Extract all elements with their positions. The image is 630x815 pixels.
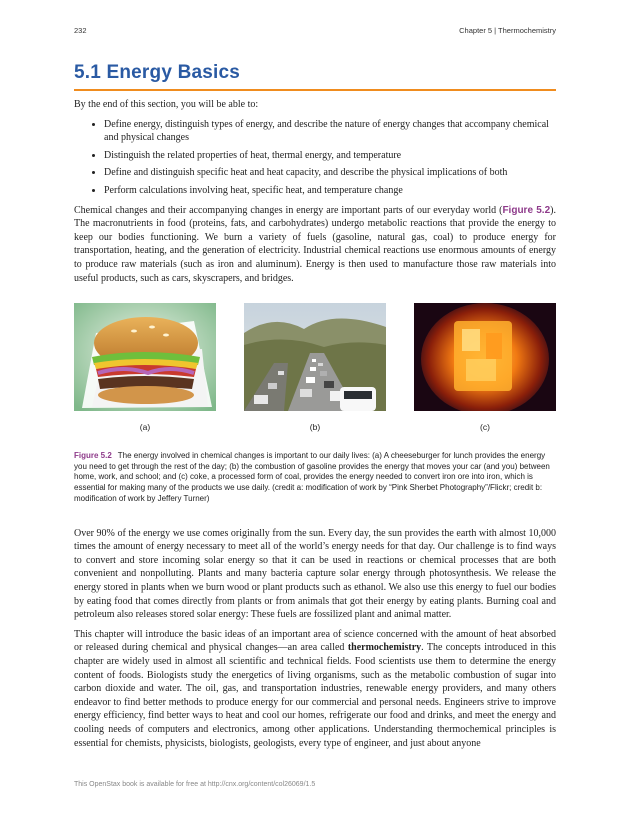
objective-item: • Distinguish the related properties of heat, thermal energy, and temperature xyxy=(104,149,556,163)
page-content xyxy=(74,98,556,756)
section-title: 5.1 Energy Basics xyxy=(74,62,241,83)
figure-label-c: (c) xyxy=(480,422,490,433)
objective-item: • Perform calculations involving heat, specific heat, and temperature change xyxy=(104,184,556,198)
page-number: 232 xyxy=(74,26,87,35)
figure-caption xyxy=(74,451,556,505)
paragraph-solar-energy: Over 90% of the energy we use comes originally from the sun. Every day, the sun provides the earth with almost 10,000 times the amount of energy necessary to meet all of the world’s energy needs for that day. Our challenge is to find ways to convert and store incoming solar energy so that it can be used in reactions or chemical processes that are both convenient and nonpolluting. Plants and many bacteria capture solar energy through photosynthesis. We release the energy stored in plants when we burn wood or plant products such as ethanol. We also use this energy to fuel our bodies by eating food that comes directly from plants or from animals that got their energy by eating plants. Burning coal and petroleum also releases stored solar energy: These fuels are fossilized plant and animal matter. xyxy=(74,527,556,621)
learning-objectives xyxy=(74,118,556,198)
objective-item: • Define energy, distinguish types of energy, and describe the nature of energy changes that accompany chemical and physical changes xyxy=(104,118,556,145)
para1-text-a: Chemical changes and their accompanying changes in energy are important parts of our everyday world ( xyxy=(74,204,503,216)
chapter-header: Chapter 5 | Thermochemistry xyxy=(459,26,556,35)
figure-panel-a xyxy=(74,303,216,435)
term-thermochemistry: thermochemistry xyxy=(347,642,422,654)
paragraph-thermochemistry xyxy=(74,628,556,750)
objective-item: • Define and distinguish specific heat and heat capacity, and describe the physical implications of both xyxy=(104,166,556,180)
burning-coke-image xyxy=(414,303,556,411)
figure-panel-c xyxy=(414,303,556,435)
title-rule xyxy=(74,89,556,91)
figure-link[interactable]: Figure 5.2 xyxy=(502,204,551,216)
figure-label-b: (b) xyxy=(309,422,321,433)
paragraph-intro xyxy=(74,204,556,286)
caption-text: The energy involved in chemical changes is important to our daily lives: (a) A cheeseburger for lunch provides the energy you need to get through the rest of the day; (b) the combustion of gasoline provides the energy that moves your car (and you) between home, work, and school; and (c) coke, a processed form of coal, provides the energy needed to convert iron ore into iron, which is essential for making many of the products we use daily. (credit a: modification of work by “Pink Sherbet Photography”/Flickr; credit b: modification of work by Jeffery Turner) xyxy=(74,450,550,503)
para3-text-a: This chapter will introduce the basic ideas of an important area of science concerned with the amount of heat absorbed or released during chemical and physical changes—an area called xyxy=(74,628,556,654)
cheeseburger-image xyxy=(74,303,216,411)
figure-panel-b xyxy=(244,303,386,435)
para3-text-b: . The concepts introduced in this chapter are widely used in almost all scientific and technical fields. Food scientists use them to determine the energy content of foods. Biologists study the energetics of living organisms, such as the metabolic combustion of sugar into carbon dioxide and water. The oil, gas, and transportation industries, renewable energy providers, and many others endeavor to find better methods to produce energy for our commercial and personal needs. Engineers strive to improve energy efficiency, find better ways to heat and cool our homes, refrigerate our food and drinks, and meet the energy and cooling needs of computers and electronics, among other applications. Understanding thermochemical principles is essential for chemists, physicists, biologists, geologists, every type of engineer, and just about anyone xyxy=(74,642,556,749)
para1-text-b: ). The macronutrients in food (proteins, fats, and carbohydrates) undergo metabolic reactions that provide the energy to keep our bodies functioning. We burn a variety of fuels (gasoline, natural gas, coal) to produce energy for transportation, heating, and the generation of electricity. Industrial chemical reactions use enormous amounts of energy to produce raw materials (such as iron and aluminum). Energy is then used to manufacture those raw materials into useful products, such as cars, skyscrapers, and bridges. xyxy=(74,204,556,284)
page-footer: This OpenStax book is available for free at http://cnx.org/content/col26069/1.5 xyxy=(74,781,316,788)
highway-traffic-image xyxy=(244,303,386,411)
objectives-intro: By the end of this section, you will be able to: xyxy=(74,99,259,110)
figure-label-a: (a) xyxy=(139,422,151,433)
caption-number: Figure 5.2 xyxy=(74,450,112,460)
figure-panels xyxy=(74,303,556,435)
